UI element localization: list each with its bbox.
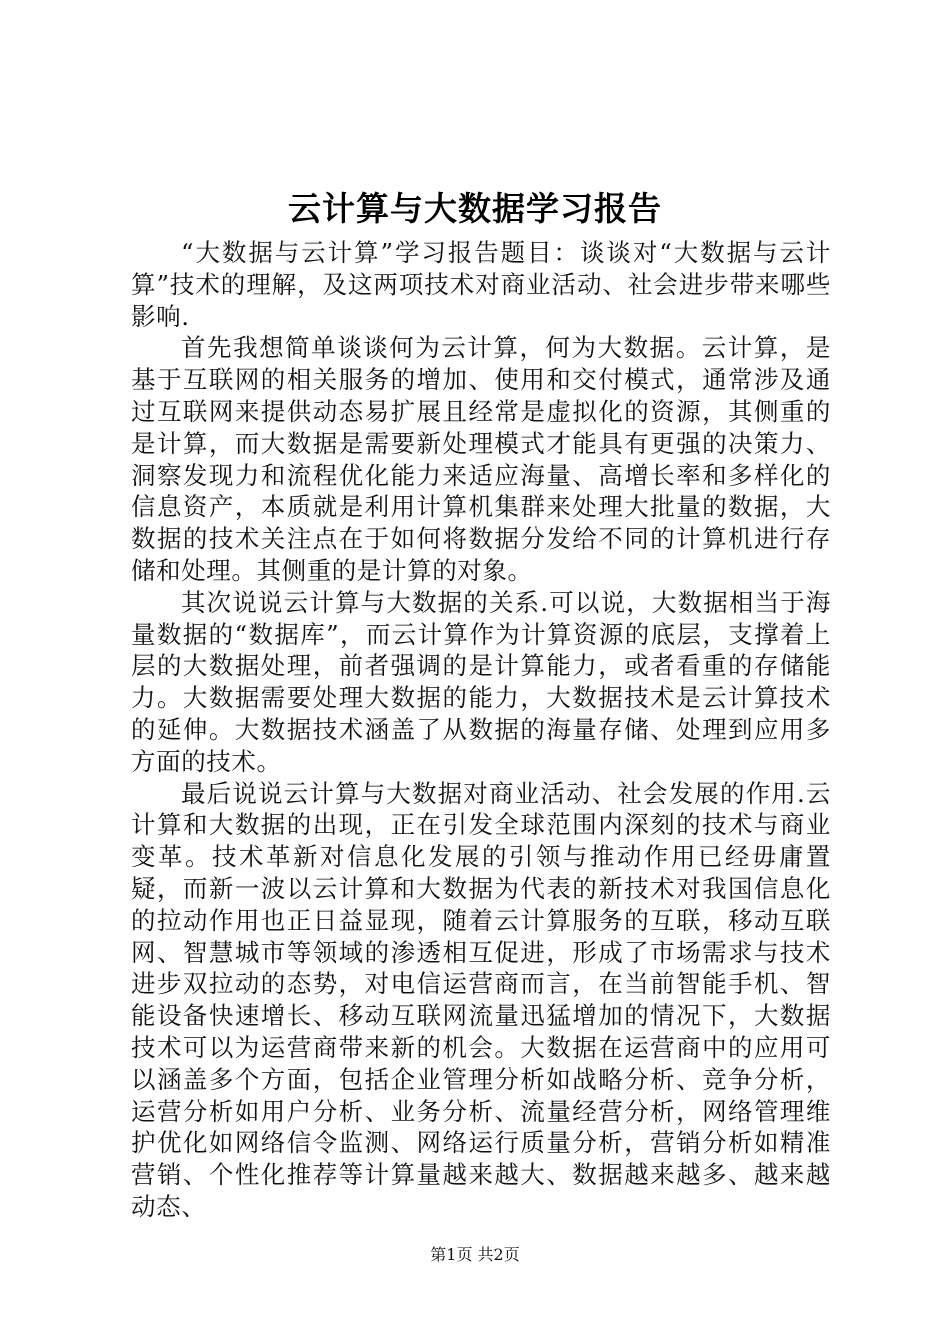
paragraph-impact: 最后说说云计算与大数据对商业活动、社会发展的作用.云计算和大数据的出现，正在引发全球范围内深刻的技术与商业变革。技术革新对信息化发展的引领与推动作用已经毋庸置疑，而新一波以云计算和大数据为代表的新技术对我国信息化的拉动作用也正日益显现，随着云计算服务的互联，移动互联网、智慧城市等领域的渗透相互促进，形成了市场需求与技术进步双拉动的态势，对电信运营商而言，在当前智能手机、智能设备快速增长、移动互联网流量迅猛增加的情况下，大数据技术可以为运营商带来新的机会。大数据在运营商中的应用可以涵盖多个方面，包括企业管理分析如战略分析、竞争分析，运营分析如用户分析、业务分析、流量经营分析，网络管理维护优化如网络信令监测、网络运行质量分析，营销分析如精准营销、个性化推荐等计算量越来越大、数据越来越多、越来越动态、 bbox=[131, 778, 831, 1221]
paragraph-intro: “大数据与云计算”学习报告题目：谈谈对“大数据与云计算”技术的理解，及这两项技术对商业活动、社会进步带来哪些影响. bbox=[131, 238, 831, 331]
paragraph-definitions: 首先我想简单谈谈何为云计算，何为大数据。云计算，是基于互联网的相关服务的增加、使用和交付模式，通常涉及通过互联网来提供动态易扩展且经常是虚拟化的资源，其侧重的是计算，而大数据是需要新处理模式才能具有更强的决策力、洞察发现力和流程优化能力来适应海量、高增长率和多样化的信息资产，本质就是利用计算机集群来处理大批量的数据，大数据的技术关注点在于如何将数据分发给不同的计算机进行存储和处理。其侧重的是计算的对象。 bbox=[131, 333, 831, 585]
document-body bbox=[131, 237, 831, 1223]
page-number-footer: 第1页 共2页 bbox=[430, 1245, 520, 1264]
page-title: 云计算与大数据学习报告 bbox=[288, 189, 662, 228]
paragraph-relationship: 其次说说云计算与大数据的关系.可以说，大数据相当于海量数据的“数据库”，而云计算作为计算资源的底层，支撑着上层的大数据处理，前者强调的是计算能力，或者看重的存储能力。大数据需要处理大数据的能力，大数据技术是云计算技术的延伸。大数据技术涵盖了从数据的海量存储、处理到应用多方面的技术。 bbox=[131, 587, 831, 776]
